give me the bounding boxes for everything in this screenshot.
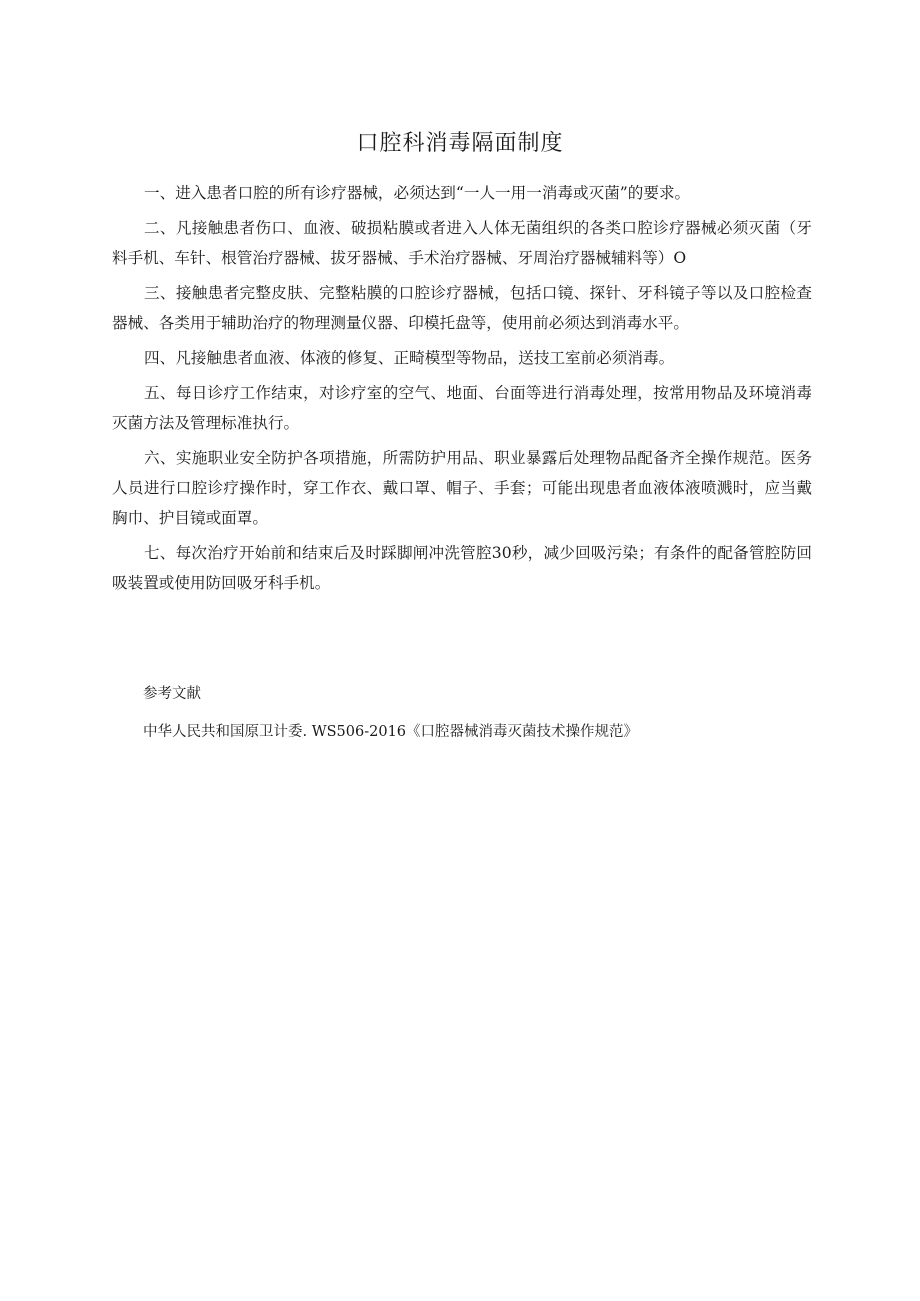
paragraph-1: 一、进入患者口腔的所有诊疗器械，必须达到“一人一用一消毒或灭菌”的要求。	[144, 184, 691, 202]
document-title: 口腔科消毒隔面制度	[356, 131, 564, 156]
reference-item: 中华人民共和国原卫计委. WS506-2016《口腔器械消毒灭菌技术操作规范》	[143, 724, 639, 740]
references-section	[143, 682, 823, 744]
paragraph-6: 六、实施职业安全防护各项措施，所需防护用品、职业暴露后处理物品配备齐全操作规范。医务人员进行口腔诊疗操作时，穿工作衣、戴口罩、帽子、手套；可能出现患者血液体液喷溅时，应当戴胸巾、护目镜或面罩。	[112, 449, 812, 527]
paragraph-4: 四、凡接触患者血液、体液的修复、正畸模型等物品，送技工室前必须消毒。	[144, 349, 675, 367]
paragraph-2: 二、凡接触患者伤口、血液、破损粘膜或者进入人体无菌组织的各类口腔诊疗器械必须灭菌（牙料手机、车针、根管治疗器械、拔牙器械、手术治疗器械、牙周治疗器械辅料等）O	[112, 219, 812, 267]
references-heading: 参考文献	[143, 686, 201, 702]
document-body	[112, 178, 812, 603]
paragraph-7: 七、每次治疗开始前和结束后及时踩脚闸冲洗管腔30秒，减少回吸污染；有条件的配备管腔防回吸装置或使用防回吸牙科手机。	[112, 544, 812, 592]
paragraph-3: 三、接触患者完整皮肤、完整粘膜的口腔诊疗器械，包括口镜、探针、牙科镜子等以及口腔检查器械、各类用于辅助治疗的物理测量仪器、印模托盘等，使用前必须达到消毒水平。	[112, 284, 812, 332]
paragraph-5: 五、每日诊疗工作结束，对诊疗室的空气、地面、台面等进行消毒处理，按常用物品及环境消毒灭菌方法及管理标准执行。	[112, 384, 812, 432]
